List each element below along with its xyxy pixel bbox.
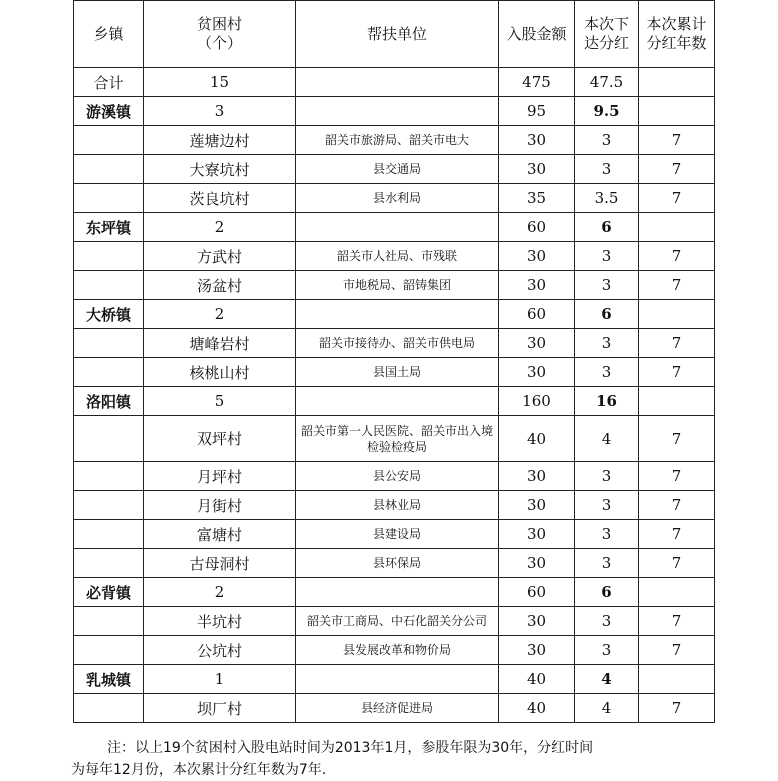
row-unit-cell: 韶关市第一人民医院、韶关市出入境检验检疫局 — [296, 416, 499, 462]
header-years-text: 本次累计分红年数 — [646, 15, 707, 52]
row-years-cell: 7 — [639, 462, 715, 491]
row-dividend-cell: 3 — [575, 462, 639, 491]
row-unit-cell: 县林业局 — [296, 491, 499, 520]
row-unit-cell: 县交通局 — [296, 155, 499, 184]
row-town-cell — [74, 242, 144, 271]
row-amount-cell: 30 — [499, 491, 575, 520]
row-unit-cell: 县水利局 — [296, 184, 499, 213]
row-dividend-cell: 3 — [575, 358, 639, 387]
header-row — [74, 1, 715, 68]
row-unit-cell: 县经济促进局 — [296, 694, 499, 723]
row-village-cell: 公坑村 — [144, 636, 296, 665]
row-town-cell — [74, 549, 144, 578]
row-unit-cell: 市地税局、韶铸集团 — [296, 271, 499, 300]
town-row — [74, 387, 715, 416]
row-village-cell: 茨良坑村 — [144, 184, 296, 213]
row-count-cell: 2 — [144, 300, 296, 329]
row-town-cell: 东坪镇 — [74, 213, 144, 242]
row-town-cell — [74, 155, 144, 184]
row-amount-cell: 60 — [499, 300, 575, 329]
total-row — [74, 68, 715, 97]
row-town-cell: 必背镇 — [74, 578, 144, 607]
row-town-cell — [74, 184, 144, 213]
row-town-cell — [74, 416, 144, 462]
row-count-cell: 1 — [144, 665, 296, 694]
row-village-cell: 双坪村 — [144, 416, 296, 462]
row-village-cell: 莲塘边村 — [144, 126, 296, 155]
row-village-cell: 古母洞村 — [144, 549, 296, 578]
row-town-cell — [74, 271, 144, 300]
village-row — [74, 416, 715, 462]
row-count-cell: 15 — [144, 68, 296, 97]
town-row — [74, 300, 715, 329]
row-amount-cell: 30 — [499, 329, 575, 358]
row-amount-cell: 30 — [499, 358, 575, 387]
village-row — [74, 242, 715, 271]
row-town-cell: 乳城镇 — [74, 665, 144, 694]
village-row — [74, 462, 715, 491]
header-amount: 入股金额 — [499, 1, 575, 68]
row-years-cell: 7 — [639, 694, 715, 723]
row-unit-cell: 县发展改革和物价局 — [296, 636, 499, 665]
row-unit-cell: 县公安局 — [296, 462, 499, 491]
row-village-cell: 月坪村 — [144, 462, 296, 491]
village-row — [74, 694, 715, 723]
village-row — [74, 636, 715, 665]
row-years-cell — [639, 97, 715, 126]
row-village-cell: 月街村 — [144, 491, 296, 520]
dividend-table — [73, 0, 715, 723]
row-unit-cell: 韶关市旅游局、韶关市电大 — [296, 126, 499, 155]
row-amount-cell: 40 — [499, 694, 575, 723]
row-dividend-cell: 3 — [575, 636, 639, 665]
row-dividend-cell: 3 — [575, 126, 639, 155]
row-town-cell: 游溪镇 — [74, 97, 144, 126]
row-years-cell: 7 — [639, 491, 715, 520]
row-village-cell: 核桃山村 — [144, 358, 296, 387]
row-dividend-cell: 6 — [575, 213, 639, 242]
row-years-cell: 7 — [639, 126, 715, 155]
row-count-cell: 2 — [144, 578, 296, 607]
row-amount-cell: 35 — [499, 184, 575, 213]
row-dividend-cell: 3 — [575, 520, 639, 549]
row-village-cell: 塘峰岩村 — [144, 329, 296, 358]
row-years-cell: 7 — [639, 636, 715, 665]
table-body — [74, 68, 715, 723]
row-unit-cell — [296, 578, 499, 607]
row-count-cell: 5 — [144, 387, 296, 416]
row-years-cell — [639, 665, 715, 694]
village-row — [74, 126, 715, 155]
row-town-cell — [74, 607, 144, 636]
village-row — [74, 607, 715, 636]
row-years-cell: 7 — [639, 329, 715, 358]
row-dividend-cell: 6 — [575, 578, 639, 607]
village-row — [74, 184, 715, 213]
town-row — [74, 97, 715, 126]
row-unit-cell — [296, 300, 499, 329]
row-amount-cell: 60 — [499, 213, 575, 242]
row-dividend-cell: 4 — [575, 694, 639, 723]
row-years-cell: 7 — [639, 271, 715, 300]
row-town-cell — [74, 491, 144, 520]
row-dividend-cell: 3 — [575, 329, 639, 358]
row-amount-cell: 30 — [499, 462, 575, 491]
row-dividend-cell: 3 — [575, 491, 639, 520]
header-unit: 帮扶单位 — [296, 1, 499, 68]
row-village-cell: 坝厂村 — [144, 694, 296, 723]
row-years-cell: 7 — [639, 242, 715, 271]
row-town-cell — [74, 694, 144, 723]
row-unit-cell: 县环保局 — [296, 549, 499, 578]
row-town-cell: 大桥镇 — [74, 300, 144, 329]
village-row — [74, 329, 715, 358]
row-years-cell: 7 — [639, 184, 715, 213]
village-row — [74, 520, 715, 549]
row-dividend-cell: 3.5 — [575, 184, 639, 213]
row-unit-cell — [296, 97, 499, 126]
row-amount-cell: 40 — [499, 416, 575, 462]
row-amount-cell: 475 — [499, 68, 575, 97]
row-village-cell: 方武村 — [144, 242, 296, 271]
village-row — [74, 549, 715, 578]
row-dividend-cell: 3 — [575, 271, 639, 300]
row-town-cell — [74, 126, 144, 155]
row-count-cell: 3 — [144, 97, 296, 126]
row-amount-cell: 60 — [499, 578, 575, 607]
row-unit-cell: 韶关市工商局、中石化韶关分公司 — [296, 607, 499, 636]
row-amount-cell: 30 — [499, 242, 575, 271]
row-amount-cell: 30 — [499, 271, 575, 300]
footnote — [73, 737, 713, 781]
row-dividend-cell: 47.5 — [575, 68, 639, 97]
row-years-cell: 7 — [639, 549, 715, 578]
row-town-cell — [74, 636, 144, 665]
row-town-cell — [74, 462, 144, 491]
row-years-cell: 7 — [639, 607, 715, 636]
header-dividend-text: 本次下达分红 — [583, 15, 629, 52]
row-years-cell — [639, 387, 715, 416]
row-years-cell — [639, 68, 715, 97]
row-unit-cell — [296, 213, 499, 242]
row-dividend-cell: 3 — [575, 549, 639, 578]
row-count-cell: 2 — [144, 213, 296, 242]
village-row — [74, 271, 715, 300]
row-amount-cell: 40 — [499, 665, 575, 694]
row-unit-cell — [296, 68, 499, 97]
header-dividend — [575, 1, 639, 68]
row-unit-cell: 县建设局 — [296, 520, 499, 549]
row-unit-cell — [296, 387, 499, 416]
row-amount-cell: 30 — [499, 607, 575, 636]
row-amount-cell: 30 — [499, 520, 575, 549]
footnote-line-1: 注：以上19个贫困村入股电站时间为2013年1月，参股年限为30年，分红时间 — [107, 740, 594, 756]
row-years-cell — [639, 213, 715, 242]
header-town: 乡镇 — [74, 1, 144, 68]
village-row — [74, 358, 715, 387]
row-amount-cell: 95 — [499, 97, 575, 126]
row-dividend-cell: 9.5 — [575, 97, 639, 126]
row-dividend-cell: 6 — [575, 300, 639, 329]
town-row — [74, 213, 715, 242]
row-dividend-cell: 16 — [575, 387, 639, 416]
row-unit-cell: 县国土局 — [296, 358, 499, 387]
row-town-cell: 合计 — [74, 68, 144, 97]
village-row — [74, 491, 715, 520]
row-village-cell: 大寮坑村 — [144, 155, 296, 184]
row-town-cell — [74, 358, 144, 387]
row-town-cell — [74, 329, 144, 358]
row-town-cell — [74, 520, 144, 549]
row-dividend-cell: 3 — [575, 607, 639, 636]
row-unit-cell: 韶关市人社局、市残联 — [296, 242, 499, 271]
row-dividend-cell: 4 — [575, 665, 639, 694]
row-amount-cell: 30 — [499, 126, 575, 155]
row-years-cell: 7 — [639, 358, 715, 387]
row-dividend-cell: 3 — [575, 242, 639, 271]
footnote-line-2: 为每年12月份，本次累计分红年数为7年. — [71, 762, 327, 778]
row-town-cell: 洛阳镇 — [74, 387, 144, 416]
row-unit-cell: 韶关市接待办、韶关市供电局 — [296, 329, 499, 358]
row-years-cell — [639, 578, 715, 607]
village-row — [74, 155, 715, 184]
row-village-cell: 富塘村 — [144, 520, 296, 549]
row-dividend-cell: 3 — [575, 155, 639, 184]
row-unit-cell — [296, 665, 499, 694]
row-dividend-cell: 4 — [575, 416, 639, 462]
row-years-cell — [639, 300, 715, 329]
row-amount-cell: 30 — [499, 549, 575, 578]
row-years-cell: 7 — [639, 155, 715, 184]
town-row — [74, 578, 715, 607]
header-village-count — [144, 1, 296, 68]
row-years-cell: 7 — [639, 416, 715, 462]
row-amount-cell: 30 — [499, 155, 575, 184]
header-years — [639, 1, 715, 68]
row-village-cell: 汤盆村 — [144, 271, 296, 300]
town-row — [74, 665, 715, 694]
row-years-cell: 7 — [639, 520, 715, 549]
row-amount-cell: 160 — [499, 387, 575, 416]
row-village-cell: 半坑村 — [144, 607, 296, 636]
row-amount-cell: 30 — [499, 636, 575, 665]
header-village-count-text: 贫困村（个） — [196, 15, 242, 52]
